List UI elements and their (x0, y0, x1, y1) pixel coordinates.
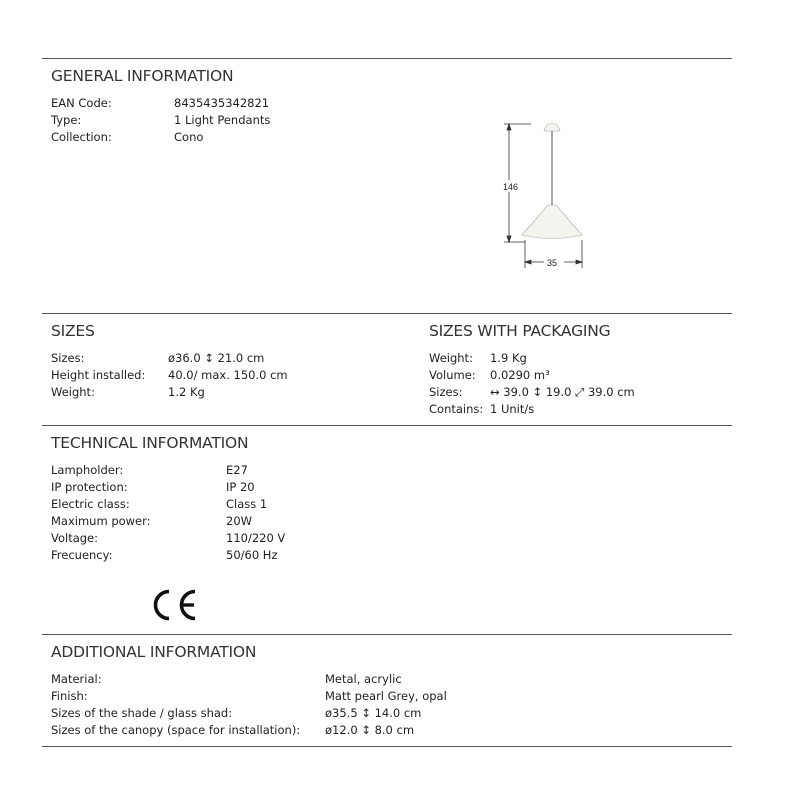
row-label: Frecuency: (51, 548, 113, 562)
row-label: Contains: (429, 402, 484, 416)
row-value: 1 Light Pendants (174, 113, 271, 127)
row-value: ↔ 39.0 ↕ 19.0 ⤢ 39.0 cm (490, 385, 635, 399)
row-label: Height installed: (51, 368, 146, 382)
row-value: Cono (174, 130, 204, 144)
row-value: Class 1 (226, 497, 268, 511)
row-label: Type: (51, 113, 82, 127)
row-value: 0.0290 m³ (490, 368, 550, 382)
row-value: 20W (226, 514, 253, 528)
general-heading: GENERAL INFORMATION (51, 67, 234, 85)
row-label: Volume: (429, 368, 476, 382)
row-value: 8435435342821 (174, 96, 270, 110)
row-value: ø36.0 ↕ 21.0 cm (168, 351, 265, 365)
row-value: E27 (226, 463, 248, 477)
row-value: 1 Unit/s (490, 402, 535, 416)
row-label: Voltage: (51, 531, 99, 545)
ce-mark-icon (149, 587, 199, 623)
row-label: Maximum power: (51, 514, 151, 528)
row-label: Sizes: (51, 351, 85, 365)
row-label: Material: (51, 672, 102, 686)
section-divider (42, 746, 732, 747)
pendant-lamp-icon (522, 123, 582, 239)
row-label: Collection: (51, 130, 112, 144)
row-label: Weight: (51, 385, 95, 399)
section-divider (42, 58, 732, 59)
sizes-heading: SIZES (51, 322, 95, 340)
pendant-drawing (495, 118, 595, 273)
row-value: ø35.5 ↕ 14.0 cm (325, 706, 422, 720)
technical-heading: TECHNICAL INFORMATION (51, 434, 249, 452)
row-value: Matt pearl Grey, opal (325, 689, 447, 703)
row-label: EAN Code: (51, 96, 112, 110)
section-divider (42, 634, 732, 635)
row-value: 50/60 Hz (226, 548, 278, 562)
row-label: IP protection: (51, 480, 128, 494)
row-value: 1.2 Kg (168, 385, 205, 399)
row-value: 110/220 V (226, 531, 286, 545)
row-label: Weight: (429, 351, 473, 365)
row-label: Sizes of the shade / glass shad: (51, 706, 233, 720)
height-dimension-label: 146 (503, 182, 519, 192)
row-label: Lampholder: (51, 463, 124, 477)
row-value: ø12.0 ↕ 8.0 cm (325, 723, 415, 737)
section-divider (42, 313, 732, 314)
row-label: Sizes of the canopy (space for installation): (51, 723, 301, 737)
additional-heading: ADDITIONAL INFORMATION (51, 643, 257, 661)
section-divider (42, 425, 732, 426)
row-value: Metal, acrylic (325, 672, 402, 686)
row-label: Finish: (51, 689, 88, 703)
row-label: Electric class: (51, 497, 130, 511)
row-value: 40.0/ max. 150.0 cm (168, 368, 288, 382)
width-dimension-label: 35 (547, 258, 558, 268)
row-value: IP 20 (226, 480, 255, 494)
packaging-heading: SIZES WITH PACKAGING (429, 322, 611, 340)
row-value: 1.9 Kg (490, 351, 527, 365)
row-label: Sizes: (429, 385, 463, 399)
